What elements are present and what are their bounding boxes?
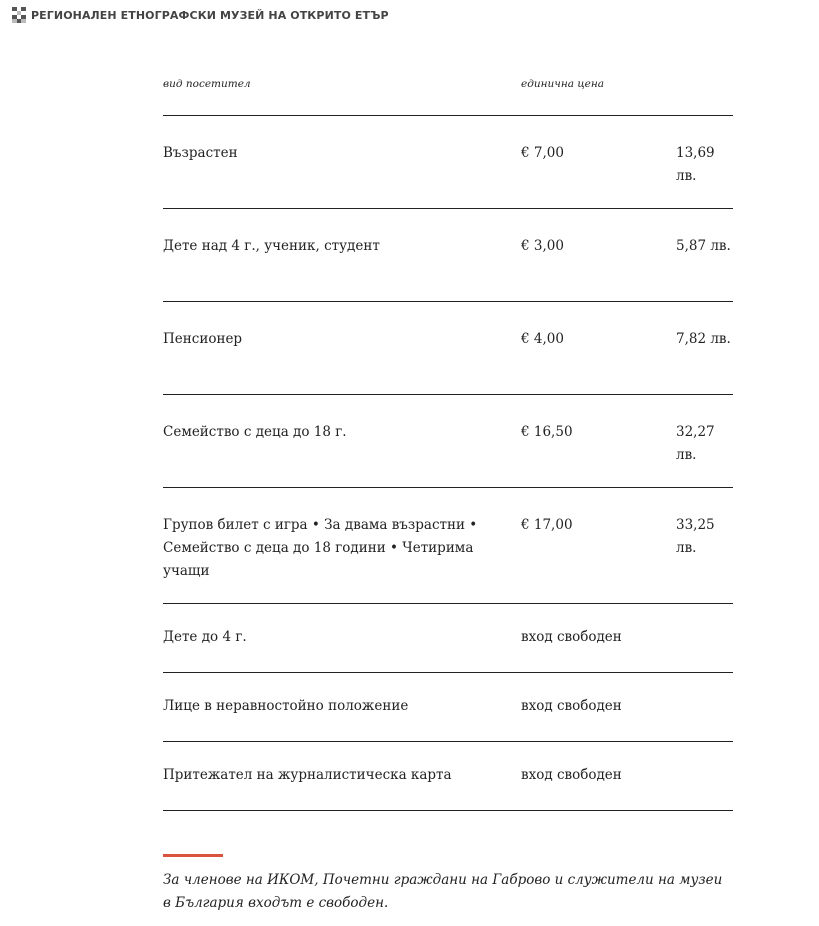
visitor-type: Семейство с деца до 18 г. [163,424,347,440]
table-row [163,673,733,742]
price-bgn: 5,87 лв. [676,238,731,254]
price-eur: € 16,50 [521,424,573,440]
visitor-type: Притежател на журналистическа карта [163,767,452,783]
visitor-type: Дете до 4 г. [163,629,247,645]
price-eur: € 17,00 [521,517,573,533]
visitor-type: Дете над 4 г., ученик, студент [163,238,380,254]
table-row [163,302,733,395]
table-row [163,742,733,811]
site-header[interactable] [12,7,389,23]
price-bgn: 13,69 лв. [676,145,715,184]
table-header [163,70,733,116]
price-eur: € 3,00 [521,238,564,254]
price-bgn [676,764,733,810]
visitor-type: Лице в неравностойно положение [163,698,409,714]
visitor-type: Възрастен [163,145,238,161]
checkered-logo-icon [12,7,26,23]
price-eur: вход свободен [521,629,622,645]
ticket-price-table [163,70,733,811]
price-bgn: 33,25 лв. [676,517,715,556]
note-accent-divider [163,854,223,857]
column-header-price: единична цена [521,78,605,90]
price-eur: € 4,00 [521,331,564,347]
price-eur: € 7,00 [521,145,564,161]
visitor-type: Пенсионер [163,331,243,347]
free-entry-note: За членове на ИКОМ, Почетни граждани на Габрово и служители на музеи в България входът е свободен. [163,872,723,911]
price-bgn [676,695,733,741]
price-bgn: 7,82 лв. [676,331,731,347]
price-eur: вход свободен [521,698,622,714]
table-row [163,488,733,604]
column-header-visitor: вид посетител [163,78,251,90]
table-row [163,116,733,209]
table-row [163,209,733,302]
price-bgn [676,626,733,672]
site-name: РЕГИОНАЛЕН ЕТНОГРАФСКИ МУЗЕЙ НА ОТКРИТО ЕТЪР [31,8,389,22]
table-row [163,604,733,673]
table-row [163,395,733,488]
visitor-type: Групов билет с игра • За двама възрастни • Семейство с деца до 18 години • Четирима учащи [163,517,478,579]
price-bgn: 32,27 лв. [676,424,715,463]
price-eur: вход свободен [521,767,622,783]
